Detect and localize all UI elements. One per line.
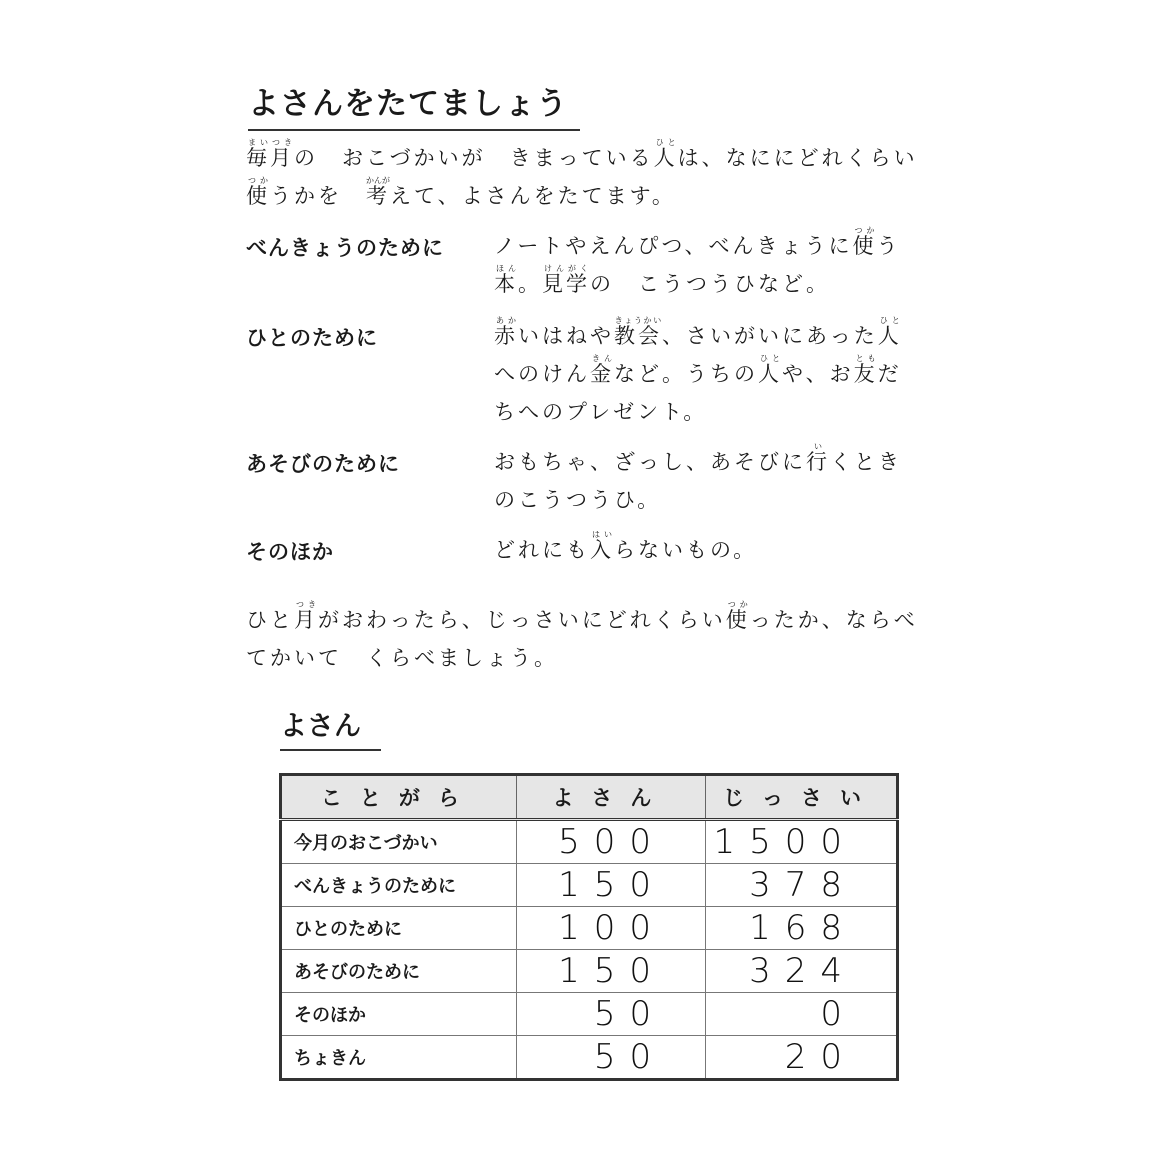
table-row [281,950,898,993]
furigana-word: 友とも [853,354,878,386]
row-actual: 324 [706,950,898,993]
category-desc-play: おもちゃ、ざっし、あそびに行いくときのこうつうひ。 [494,442,902,512]
header-item: ことがら [281,775,517,820]
furigana-word: 入はい [590,530,614,562]
row-item: 今月のおこづかい [281,820,517,864]
furigana-word: 人ひと [877,316,902,348]
table-header-row [281,775,898,820]
row-budget: 50 [516,1036,705,1080]
row-item: ひとのために [281,907,517,950]
row-actual: 1500 [706,820,898,864]
furigana-word: 本ほん [494,264,518,296]
intro-paragraph: 毎月まいつきの おこづかいが きまっている人ひとは、なににどれくらい使つかうかを 考かんがえて、よさんをたてます。 [246,138,918,208]
furigana-word: 行い [806,442,830,474]
page-title: よさんをたてましょう [248,78,580,131]
furigana-word: 赤あか [494,316,518,348]
row-budget: 150 [516,864,705,907]
category-label-play: あそびのために [246,452,400,476]
row-actual: 20 [706,1036,898,1080]
row-item: あそびのために [281,950,517,993]
row-item: そのほか [281,993,517,1036]
furigana-word: 教会きょうかい [614,316,662,348]
row-budget: 50 [516,993,705,1036]
table-row [281,1036,898,1080]
category-label-study: べんきょうのために [246,236,444,260]
row-actual: 0 [706,993,898,1036]
header-actual: じっさい [706,775,898,820]
row-item: べんきょうのために [281,864,517,907]
category-desc-other: どれにも入はいらないもの。 [494,530,758,562]
furigana-word: 金きん [590,354,614,386]
header-budget: よさん [516,775,705,820]
furigana-word: 見学けんがく [542,264,590,296]
row-item: ちょきん [281,1036,517,1080]
budget-section-title: よさん [280,704,381,751]
row-actual: 168 [706,907,898,950]
table-row [281,864,898,907]
furigana-word: 使つか [852,226,877,258]
table-row [281,820,898,864]
row-actual: 378 [706,864,898,907]
category-desc-people: 赤あかいはねや教会きょうかい、さいがいにあった人ひとへのけん金きんなど。うちの人ひとや、お友ともだちへのプレゼント。 [494,316,902,424]
after-paragraph: ひと月つきがおわったら、じっさいにどれくらい使つかったか、ならべてかいて くらべましょう。 [246,600,918,670]
furigana-word: 人ひと [758,354,782,386]
row-budget: 150 [516,950,705,993]
category-label-other: そのほか [246,540,334,564]
row-budget: 100 [516,907,705,950]
row-budget: 500 [516,820,705,864]
category-desc-study: ノートやえんぴつ、べんきょうに使つかう本ほん。見学けんがくの こうつうひなど。 [494,226,901,296]
intro-word-maitsuki: 毎月まいつき [246,138,294,170]
category-label-people: ひとのために [246,326,378,350]
budget-table [279,773,899,1081]
table-row [281,907,898,950]
table-row [281,993,898,1036]
